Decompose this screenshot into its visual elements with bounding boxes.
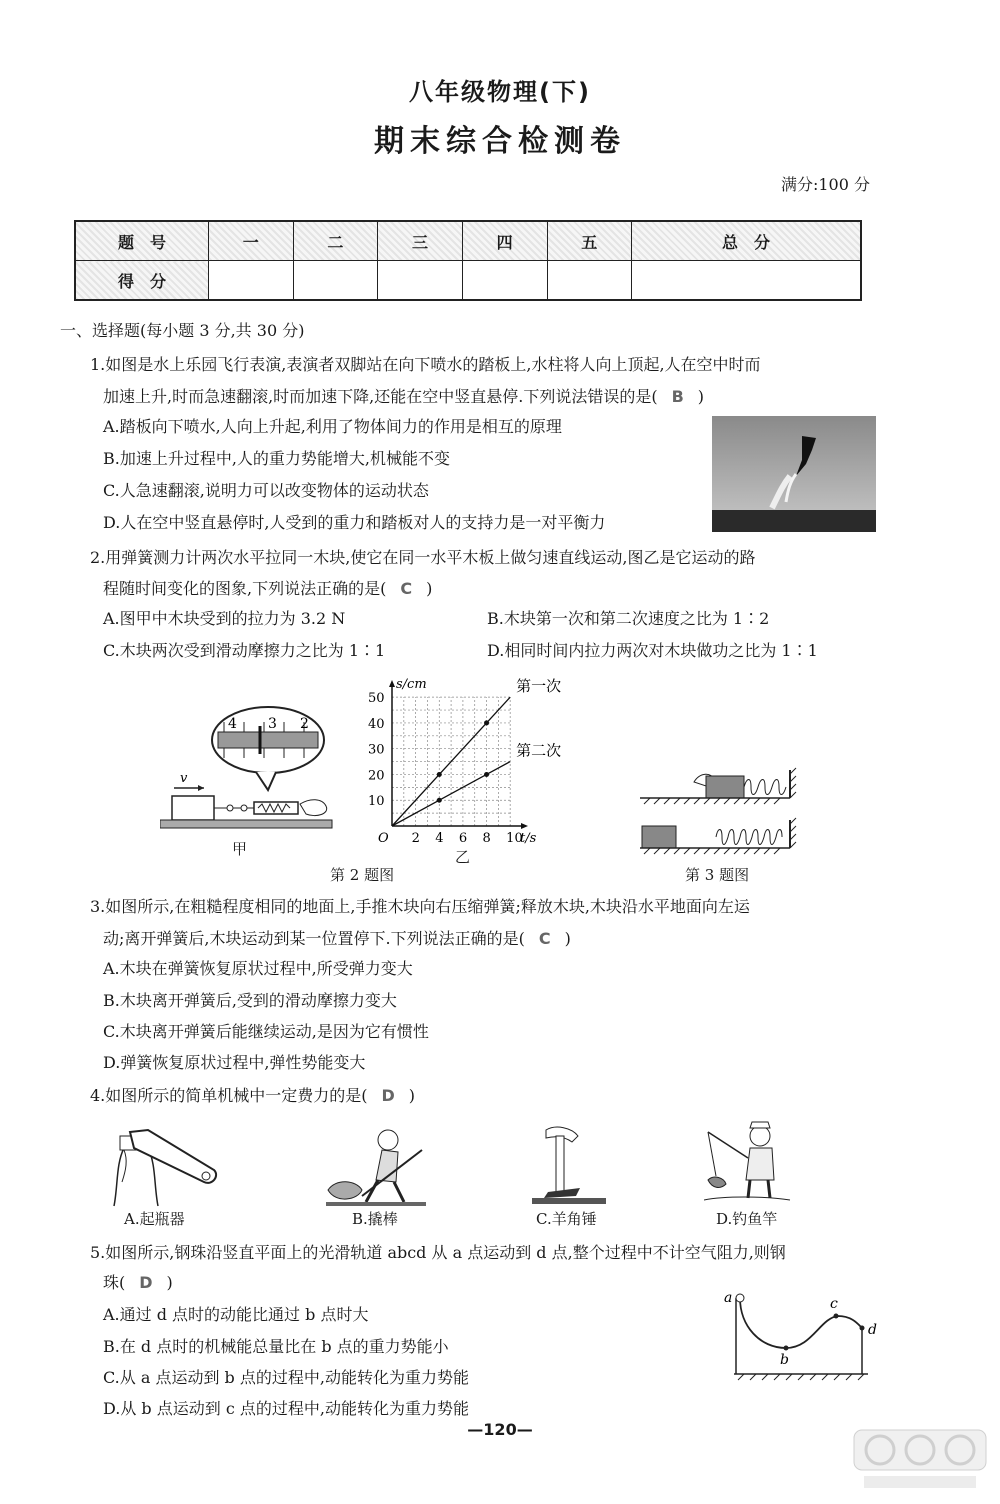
page-number: —120— — [467, 1420, 533, 1439]
q1-stem-text: 加速上升,时而急速翻滚,时而加速下降,还能在空中竖直悬停.下列说法错误的是( — [103, 387, 658, 406]
x-tick-label: 10 — [506, 831, 523, 845]
origin-label: O — [378, 831, 389, 845]
data-point — [437, 772, 442, 777]
s-t-chart — [362, 670, 602, 845]
q3-option-d: D.弹簧恢复原状过程中,弹性势能变大 — [103, 1053, 366, 1072]
score-blank — [547, 261, 632, 301]
scale-strip — [218, 732, 318, 748]
crowbar-illustration — [326, 1126, 436, 1208]
scale-digit: 3 — [268, 716, 277, 732]
score-cell: 题 号 — [75, 221, 209, 261]
q2-stem-line1: 2.用弹簧测力计两次水平拉同一木块,使它在同一水平木板上做匀速直线运动,图乙是它运动的路 — [90, 548, 756, 567]
score-table-header-row — [75, 221, 861, 261]
y-axis-label: s/cm — [396, 677, 427, 692]
y-axis-arrow — [389, 680, 395, 687]
data-point — [484, 720, 489, 725]
q5-track-figure — [720, 1286, 890, 1386]
x-tick-label: 4 — [435, 831, 444, 845]
q3-answer: C — [538, 929, 551, 948]
data-point — [437, 798, 442, 803]
q5-stem-text: 珠( — [103, 1273, 126, 1292]
score-table — [74, 220, 862, 301]
q4-option-d: D.钓鱼竿 — [716, 1210, 778, 1228]
q1-stem-line1: 1.如图是水上乐园飞行表演,表演者双脚站在向下喷水的踏板上,水柱将人向上顶起,人在空中时而 — [90, 355, 761, 374]
q5-option-a: A.通过 d 点时的动能比通过 b 点时大 — [103, 1305, 369, 1324]
x-tick-label: 8 — [482, 831, 491, 845]
score-cell: 一 — [209, 221, 294, 261]
q1-stem-line2 — [103, 384, 704, 407]
data-point — [484, 772, 489, 777]
exam-title: 期末综合检测卷 — [374, 124, 626, 159]
q3-option-c: C.木块离开弹簧后能继续运动,是因为它有惯性 — [103, 1022, 429, 1041]
full-score: 满分:100 分 — [780, 175, 870, 194]
q5-track — [740, 1298, 862, 1348]
score-blank — [293, 261, 378, 301]
q5-option-d: D.从 b 点运动到 c 点的过程中,动能转化为重力势能 — [103, 1399, 469, 1418]
q3-stem-text: 动;离开弹簧后,木块运动到某一位置停下.下列说法正确的是( — [103, 929, 525, 948]
scale-digit: 4 — [228, 716, 237, 732]
q2-figure-caption: 第 2 题图 — [330, 866, 395, 884]
score-cell: 三 — [378, 221, 463, 261]
q2-option-d: D.相同时间内拉力两次对木块做功之比为 1∶1 — [487, 641, 818, 660]
q5-stem-line1: 5.如图所示,钢珠沿竖直平面上的光滑轨道 abcd 从 a 点运动到 d 点,整个过程中不计空气阻力,则钢 — [90, 1243, 786, 1262]
q4-option-b: B.撬棒 — [352, 1210, 398, 1228]
q1-option-d: D.人在空中竖直悬停时,人受到的重力和踏板对人的支持力是一对平衡力 — [103, 513, 606, 532]
x-axis-label: t/s — [520, 831, 537, 845]
x-axis-arrow — [521, 823, 528, 829]
q1-option-b: B.加速上升过程中,人的重力势能增大,机械能不变 — [103, 449, 451, 468]
velocity-label: v — [180, 771, 188, 786]
q4-stem — [90, 1083, 415, 1106]
score-cell: 五 — [547, 221, 632, 261]
score-cell: 四 — [462, 221, 547, 261]
steel-ball — [736, 1294, 744, 1302]
point-d-label: d — [868, 1322, 877, 1338]
q2-paren: ) — [426, 579, 433, 598]
q3-spring — [744, 780, 786, 795]
watermark-logo — [850, 1424, 990, 1494]
q5-option-c: C.从 a 点运动到 b 点的过程中,动能转化为重力势能 — [103, 1368, 469, 1387]
y-tick-label: 10 — [368, 794, 385, 810]
score-blank — [209, 261, 294, 301]
fishing-rod-illustration — [704, 1118, 794, 1208]
q2-option-a: A.图甲中木块受到的拉力为 3.2 N — [103, 609, 346, 628]
score-table-score-row — [75, 261, 861, 301]
q3-state-compressed — [640, 768, 796, 804]
score-blank — [632, 261, 861, 301]
scale-digit: 2 — [300, 716, 309, 732]
bottle-opener-illustration — [104, 1126, 224, 1208]
point-b-label: b — [780, 1352, 789, 1368]
q5-answer: D — [139, 1273, 153, 1292]
q2-answer: C — [400, 579, 413, 598]
q4-answer: D — [381, 1086, 395, 1105]
score-blank — [462, 261, 547, 301]
q4-paren: ) — [408, 1086, 416, 1105]
q4-stem-text: 4.如图所示的简单机械中一定费力的是( — [90, 1086, 368, 1105]
x-tick-label: 2 — [411, 831, 420, 845]
q5-stem-line2 — [103, 1270, 173, 1293]
q5-option-b: B.在 d 点时的机械能总量比在 b 点的重力势能小 — [103, 1337, 449, 1356]
q3-state-released — [640, 818, 796, 854]
x-tick-label: 6 — [458, 831, 468, 845]
series-label: 第一次 — [516, 677, 562, 696]
score-cell: 二 — [293, 221, 378, 261]
q3-block — [706, 776, 744, 798]
claw-hammer-illustration — [532, 1124, 612, 1206]
q2-option-b: B.木块第一次和第二次速度之比为 1∶2 — [487, 609, 770, 628]
grade-title: 八年级物理(下) — [409, 78, 591, 106]
q3-stem-line2 — [103, 926, 571, 949]
y-tick-label: 50 — [368, 691, 385, 707]
score-row-label: 得 分 — [75, 261, 209, 301]
board — [160, 820, 332, 828]
q2-stem-text: 程随时间变化的图象,下列说法正确的是( — [103, 579, 387, 598]
q2-stem-line2 — [103, 576, 432, 599]
q3-option-a: A.木块在弹簧恢复原状过程中,所受弹力变大 — [103, 959, 413, 978]
series-label: 第二次 — [516, 741, 562, 760]
q1-option-c: C.人急速翻滚,说明力可以改变物体的运动状态 — [103, 481, 429, 500]
q4-option-a: A.起瓶器 — [124, 1210, 185, 1228]
section-title: 一、选择题(每小题 3 分,共 30 分) — [60, 321, 305, 340]
y-tick-label: 20 — [368, 768, 385, 784]
q1-photo — [712, 416, 876, 532]
q2-figure-jia — [160, 700, 340, 835]
q4-option-c: C.羊角锤 — [536, 1210, 597, 1228]
point-c-label: c — [830, 1296, 838, 1312]
score-cell: 总 分 — [632, 221, 861, 261]
q5-paren: ) — [166, 1273, 173, 1292]
q3-stem-line1: 3.如图所示,在粗糙程度相同的地面上,手推木块向右压缩弹簧;释放木块,木块沿水平地面向左运 — [90, 897, 750, 916]
q1-option-a: A.踏板向下喷水,人向上升起,利用了物体间力的作用是相互的原理 — [103, 417, 562, 436]
wood-block — [172, 796, 214, 820]
q1-paren: ) — [697, 387, 705, 406]
score-blank — [378, 261, 463, 301]
fig-jia-label: 甲 — [232, 840, 248, 858]
q3-figure-caption: 第 3 题图 — [685, 866, 750, 884]
q2-option-c: C.木块两次受到滑动摩擦力之比为 1∶1 — [103, 641, 386, 660]
y-tick-label: 40 — [368, 716, 385, 732]
y-tick-label: 30 — [368, 742, 385, 758]
point-a-label: a — [724, 1290, 733, 1306]
fig-yi-label: 乙 — [455, 848, 471, 866]
q3-figure — [640, 760, 810, 860]
q1-answer: B — [671, 387, 684, 406]
q3-paren: ) — [564, 929, 571, 948]
q3-option-b: B.木块离开弹簧后,受到的滑动摩擦力变大 — [103, 991, 397, 1010]
